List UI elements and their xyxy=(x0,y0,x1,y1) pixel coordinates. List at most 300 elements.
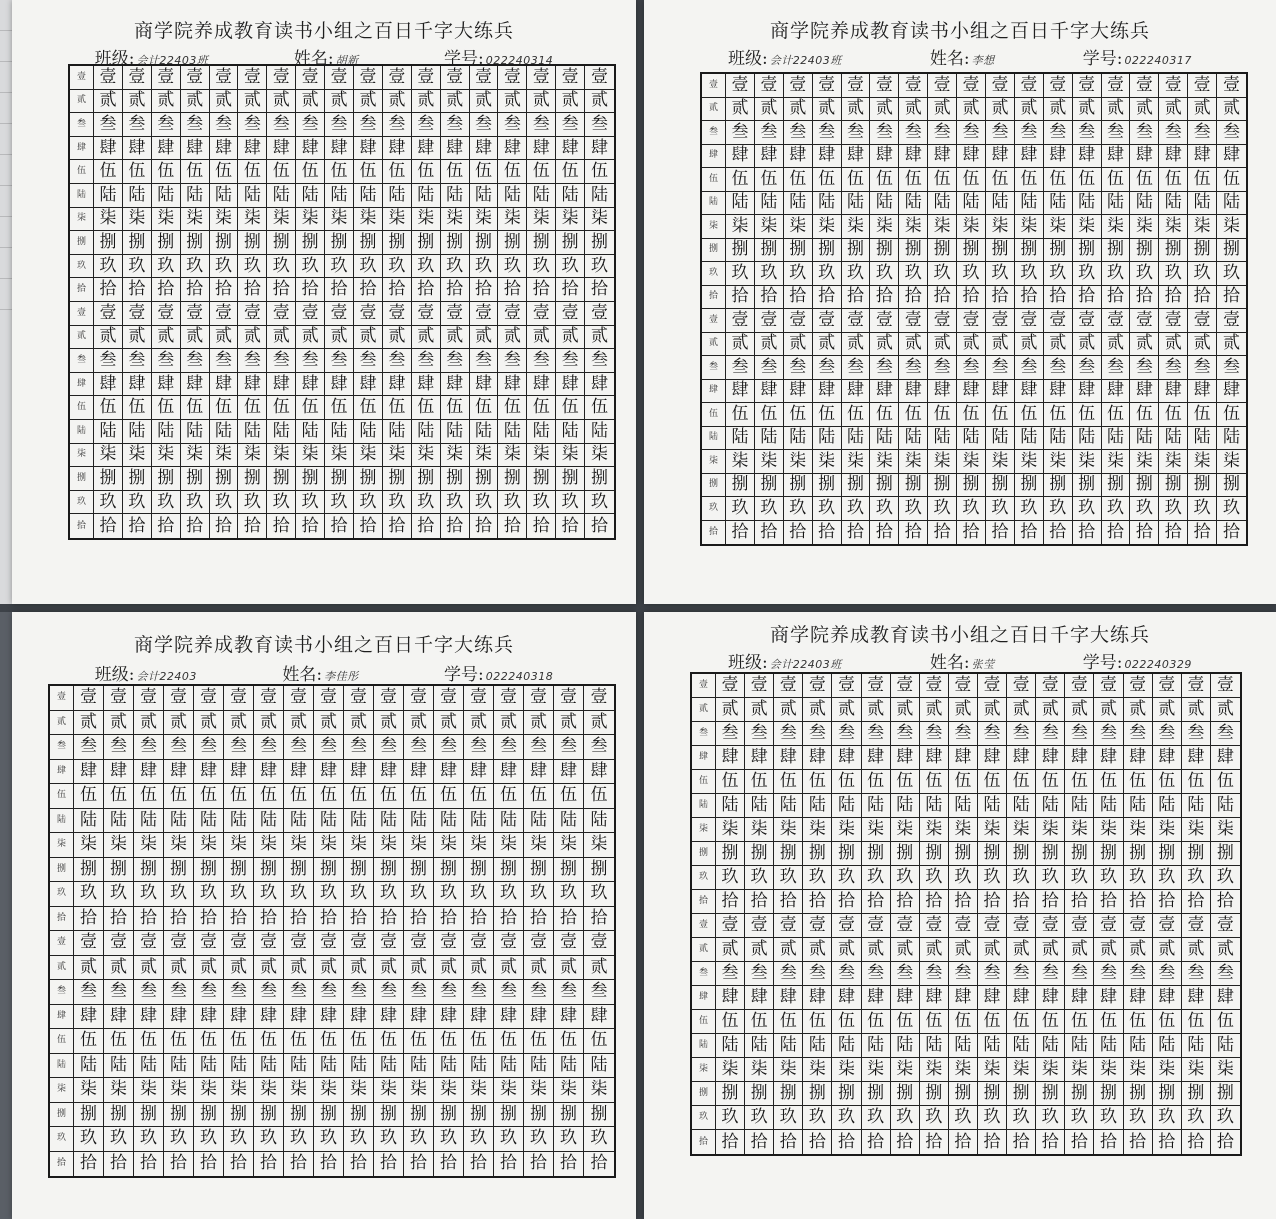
row-label: 玖 xyxy=(70,255,94,279)
practice-cell: 捌 xyxy=(813,474,842,498)
practice-cell: 拾 xyxy=(986,521,1015,545)
practice-cell: 陆 xyxy=(1124,794,1153,818)
practice-cell: 叁 xyxy=(314,735,344,760)
practice-cell: 肆 xyxy=(164,760,194,785)
practice-cell: 玖 xyxy=(1124,866,1153,890)
practice-cell: 玖 xyxy=(123,255,152,279)
practice-cell: 拾 xyxy=(554,1152,584,1177)
practice-cell: 陆 xyxy=(164,809,194,834)
practice-cell: 叁 xyxy=(524,735,554,760)
practice-cell: 捌 xyxy=(94,231,123,255)
practice-cell: 拾 xyxy=(374,1152,404,1177)
practice-cell: 柒 xyxy=(986,450,1015,474)
practice-cell: 肆 xyxy=(899,145,928,169)
practice-cell: 壹 xyxy=(210,66,239,90)
practice-cell: 玖 xyxy=(314,1127,344,1152)
practice-cell: 壹 xyxy=(434,686,464,711)
practice-cell: 捌 xyxy=(1182,1082,1211,1106)
practice-cell: 贰 xyxy=(774,938,803,962)
row-label: 壹 xyxy=(702,309,726,333)
practice-cell: 柒 xyxy=(383,208,412,232)
practice-cell: 拾 xyxy=(210,278,239,302)
practice-cell: 壹 xyxy=(238,66,267,90)
practice-cell: 玖 xyxy=(254,882,284,907)
practice-cell: 陆 xyxy=(978,1034,1007,1058)
practice-cell: 陆 xyxy=(1211,1034,1240,1058)
practice-cell: 叁 xyxy=(441,349,470,373)
practice-cell: 叁 xyxy=(464,980,494,1005)
practice-cell: 壹 xyxy=(1153,914,1182,938)
practice-cell: 伍 xyxy=(94,160,123,184)
practice-cell: 叁 xyxy=(978,962,1007,986)
practice-cell: 贰 xyxy=(164,956,194,981)
practice-cell: 陆 xyxy=(134,809,164,834)
practice-cell: 玖 xyxy=(1217,262,1246,286)
practice-cell: 肆 xyxy=(524,1005,554,1030)
practice-cell: 贰 xyxy=(986,98,1015,122)
practice-cell: 拾 xyxy=(494,1152,524,1177)
practice-cell: 玖 xyxy=(1036,866,1065,890)
practice-cell: 肆 xyxy=(181,373,210,397)
practice-cell: 壹 xyxy=(314,686,344,711)
practice-cell: 壹 xyxy=(1159,309,1188,333)
practice-cell: 陆 xyxy=(344,1054,374,1079)
practice-cell: 叁 xyxy=(1124,962,1153,986)
practice-cell: 陆 xyxy=(957,192,986,216)
practice-cell: 柒 xyxy=(1188,450,1217,474)
practice-cell: 玖 xyxy=(891,1106,920,1130)
practice-cell: 叁 xyxy=(296,349,325,373)
practice-cell: 玖 xyxy=(1153,866,1182,890)
practice-cell: 捌 xyxy=(134,1103,164,1128)
practice-cell: 拾 xyxy=(1124,890,1153,914)
practice-cell: 壹 xyxy=(434,931,464,956)
practice-cell: 壹 xyxy=(1102,309,1131,333)
practice-cell: 伍 xyxy=(928,403,957,427)
practice-cell: 柒 xyxy=(745,1058,774,1082)
row-label: 柒 xyxy=(692,1058,716,1082)
practice-cell: 叁 xyxy=(726,121,755,145)
practice-cell: 玖 xyxy=(1073,262,1102,286)
practice-cell: 拾 xyxy=(441,278,470,302)
practice-cell: 壹 xyxy=(464,686,494,711)
practice-cell: 贰 xyxy=(224,711,254,736)
practice-cell: 贰 xyxy=(434,711,464,736)
practice-cell: 柒 xyxy=(374,1078,404,1103)
practice-cell: 捌 xyxy=(784,474,813,498)
row-label: 贰 xyxy=(70,90,94,114)
practice-cell: 叁 xyxy=(585,113,614,137)
practice-cell: 陆 xyxy=(891,794,920,818)
practice-cell: 贰 xyxy=(527,90,556,114)
practice-cell: 伍 xyxy=(344,784,374,809)
practice-cell: 肆 xyxy=(527,373,556,397)
practice-cell: 柒 xyxy=(842,215,871,239)
practice-cell: 柒 xyxy=(584,1078,614,1103)
practice-cell: 贰 xyxy=(498,326,527,350)
practice-cell: 伍 xyxy=(284,784,314,809)
practice-cell: 叁 xyxy=(238,349,267,373)
practice-cell: 叁 xyxy=(524,980,554,1005)
practice-cell: 玖 xyxy=(1130,262,1159,286)
practice-cell: 捌 xyxy=(899,474,928,498)
practice-cell: 玖 xyxy=(862,866,891,890)
practice-cell: 贰 xyxy=(870,333,899,357)
practice-cell: 肆 xyxy=(920,746,949,770)
sheet-title: 商学院养成教育读书小组之百日千字大练兵 xyxy=(133,634,514,656)
practice-cell: 贰 xyxy=(104,956,134,981)
practice-cell: 贰 xyxy=(584,956,614,981)
practice-cell: 伍 xyxy=(181,396,210,420)
practice-cell: 叁 xyxy=(832,962,861,986)
practice-cell: 玖 xyxy=(152,255,181,279)
practice-cell: 伍 xyxy=(726,403,755,427)
practice-cell: 壹 xyxy=(104,686,134,711)
practice-cell: 柒 xyxy=(314,833,344,858)
practice-cell: 壹 xyxy=(899,309,928,333)
practice-cell: 贰 xyxy=(354,326,383,350)
practice-cell: 玖 xyxy=(1073,497,1102,521)
practice-cell: 贰 xyxy=(527,326,556,350)
id-value: 022240317 xyxy=(1124,54,1192,67)
practice-cell: 玖 xyxy=(554,882,584,907)
practice-cell: 肆 xyxy=(1036,986,1065,1010)
practice-cell: 柒 xyxy=(267,208,296,232)
practice-cell: 壹 xyxy=(1188,309,1217,333)
practice-cell: 肆 xyxy=(554,1005,584,1030)
practice-cell: 壹 xyxy=(134,931,164,956)
practice-cell: 玖 xyxy=(1188,262,1217,286)
practice-cell: 肆 xyxy=(1182,986,1211,1010)
practice-cell: 伍 xyxy=(862,770,891,794)
practice-cell: 肆 xyxy=(434,760,464,785)
sheet-title: 商学院养成教育读书小组之百日千字大练兵 xyxy=(133,20,514,42)
practice-cell: 拾 xyxy=(1007,1130,1036,1154)
practice-cell: 拾 xyxy=(1159,521,1188,545)
practice-cell: 叁 xyxy=(123,349,152,373)
practice-cell: 壹 xyxy=(584,931,614,956)
practice-cell: 叁 xyxy=(1130,121,1159,145)
practice-cell: 贰 xyxy=(1211,698,1240,722)
practice-cell: 叁 xyxy=(344,980,374,1005)
practice-cell: 壹 xyxy=(1094,674,1123,698)
practice-cell: 伍 xyxy=(210,160,239,184)
practice-cell: 陆 xyxy=(986,192,1015,216)
practice-cell: 肆 xyxy=(74,1005,104,1030)
practice-cell: 玖 xyxy=(556,491,585,515)
practice-cell: 壹 xyxy=(470,302,499,326)
practice-cell: 贰 xyxy=(957,333,986,357)
practice-cell: 贰 xyxy=(524,711,554,736)
practice-cell: 叁 xyxy=(344,735,374,760)
practice-cell: 壹 xyxy=(412,66,441,90)
practice-cell: 柒 xyxy=(1188,215,1217,239)
practice-cell: 捌 xyxy=(314,1103,344,1128)
practice-cell: 玖 xyxy=(986,497,1015,521)
practice-cell: 肆 xyxy=(870,380,899,404)
practice-cell: 壹 xyxy=(1036,674,1065,698)
practice-cell: 贰 xyxy=(1036,938,1065,962)
practice-cell: 壹 xyxy=(1044,309,1073,333)
practice-cell: 伍 xyxy=(784,168,813,192)
practice-cell: 陆 xyxy=(1217,192,1246,216)
practice-cell: 陆 xyxy=(745,794,774,818)
practice-cell: 玖 xyxy=(755,262,784,286)
practice-cell: 拾 xyxy=(1094,1130,1123,1154)
practice-cell: 陆 xyxy=(164,1054,194,1079)
practice-cell: 叁 xyxy=(1094,722,1123,746)
practice-cell: 贰 xyxy=(920,698,949,722)
practice-cell: 贰 xyxy=(464,956,494,981)
practice-cell: 玖 xyxy=(354,255,383,279)
practice-cell: 玖 xyxy=(210,255,239,279)
practice-cell: 拾 xyxy=(1073,521,1102,545)
practice-cell: 拾 xyxy=(238,278,267,302)
practice-cell: 肆 xyxy=(254,1005,284,1030)
practice-cell: 捌 xyxy=(210,467,239,491)
practice-cell: 柒 xyxy=(745,818,774,842)
practice-cell: 壹 xyxy=(803,674,832,698)
practice-cell: 肆 xyxy=(556,373,585,397)
practice-cell: 陆 xyxy=(1007,1034,1036,1058)
practice-cell: 贰 xyxy=(344,956,374,981)
practice-cell: 捌 xyxy=(1044,239,1073,263)
practice-cell: 玖 xyxy=(210,491,239,515)
practice-cell: 肆 xyxy=(986,380,1015,404)
id-field: 学号: 022240314 xyxy=(444,49,554,69)
practice-cell: 肆 xyxy=(404,760,434,785)
practice-cell: 壹 xyxy=(383,302,412,326)
practice-cell: 玖 xyxy=(1217,497,1246,521)
practice-cell: 叁 xyxy=(920,962,949,986)
practice-cell: 捌 xyxy=(726,239,755,263)
practice-cell: 拾 xyxy=(254,1152,284,1177)
practice-cell: 陆 xyxy=(527,184,556,208)
practice-cell: 肆 xyxy=(1094,986,1123,1010)
practice-cell: 玖 xyxy=(554,1127,584,1152)
practice-cell: 玖 xyxy=(978,1106,1007,1130)
practice-grid xyxy=(48,684,616,1178)
practice-cell: 玖 xyxy=(1102,497,1131,521)
practice-cell: 拾 xyxy=(498,278,527,302)
practice-cell: 肆 xyxy=(104,1005,134,1030)
practice-cell: 贰 xyxy=(949,938,978,962)
practice-cell: 玖 xyxy=(920,866,949,890)
practice-cell: 叁 xyxy=(832,722,861,746)
practice-cell: 叁 xyxy=(1036,962,1065,986)
practice-cell: 伍 xyxy=(224,1029,254,1054)
practice-cell: 柒 xyxy=(194,833,224,858)
practice-cell: 伍 xyxy=(267,160,296,184)
practice-cell: 贰 xyxy=(554,711,584,736)
practice-cell: 肆 xyxy=(494,760,524,785)
practice-cell: 柒 xyxy=(238,444,267,468)
practice-cell: 壹 xyxy=(441,302,470,326)
practice-cell: 陆 xyxy=(870,192,899,216)
practice-cell: 肆 xyxy=(978,986,1007,1010)
practice-cell: 玖 xyxy=(412,255,441,279)
practice-cell: 陆 xyxy=(556,184,585,208)
practice-cell: 陆 xyxy=(726,192,755,216)
practice-cell: 陆 xyxy=(194,1054,224,1079)
practice-cell: 柒 xyxy=(210,444,239,468)
practice-cell: 叁 xyxy=(470,349,499,373)
row-label: 壹 xyxy=(70,66,94,90)
practice-cell: 叁 xyxy=(238,113,267,137)
practice-cell: 伍 xyxy=(194,784,224,809)
practice-cell: 陆 xyxy=(123,184,152,208)
row-label: 伍 xyxy=(702,403,726,427)
practice-cell: 陆 xyxy=(224,809,254,834)
practice-cell: 伍 xyxy=(899,403,928,427)
practice-cell: 叁 xyxy=(383,113,412,137)
practice-cell: 贰 xyxy=(1065,938,1094,962)
practice-cell: 壹 xyxy=(1102,74,1131,98)
practice-cell: 拾 xyxy=(726,286,755,310)
practice-cell: 壹 xyxy=(1130,74,1159,98)
practice-cell: 拾 xyxy=(494,907,524,932)
practice-cell: 肆 xyxy=(412,373,441,397)
practice-cell: 柒 xyxy=(584,833,614,858)
practice-cell: 贰 xyxy=(726,98,755,122)
practice-cell: 贰 xyxy=(254,956,284,981)
practice-sheet-1 xyxy=(12,0,636,604)
row-label: 陆 xyxy=(70,420,94,444)
practice-cell: 壹 xyxy=(891,914,920,938)
practice-cell: 壹 xyxy=(870,309,899,333)
class-value: 会计22403 xyxy=(136,670,197,683)
practice-cell: 柒 xyxy=(494,833,524,858)
practice-cell: 叁 xyxy=(842,121,871,145)
practice-cell: 肆 xyxy=(755,145,784,169)
practice-cell: 捌 xyxy=(498,467,527,491)
practice-cell: 捌 xyxy=(949,842,978,866)
practice-cell: 玖 xyxy=(104,882,134,907)
practice-cell: 伍 xyxy=(383,396,412,420)
practice-cell: 柒 xyxy=(470,444,499,468)
practice-cell: 壹 xyxy=(296,302,325,326)
practice-cell: 伍 xyxy=(434,784,464,809)
practice-cell: 捌 xyxy=(434,858,464,883)
practice-cell: 伍 xyxy=(870,168,899,192)
practice-cell: 柒 xyxy=(434,833,464,858)
practice-cell: 壹 xyxy=(181,66,210,90)
row-label: 贰 xyxy=(692,938,716,962)
practice-cell: 贰 xyxy=(1130,98,1159,122)
practice-cell: 叁 xyxy=(1007,722,1036,746)
practice-cell: 拾 xyxy=(978,890,1007,914)
practice-cell: 拾 xyxy=(104,1152,134,1177)
practice-cell: 伍 xyxy=(899,168,928,192)
practice-cell: 叁 xyxy=(412,113,441,137)
practice-cell: 柒 xyxy=(325,208,354,232)
row-label: 捌 xyxy=(70,231,94,255)
practice-cell: 壹 xyxy=(584,686,614,711)
practice-cell: 陆 xyxy=(354,184,383,208)
practice-cell: 陆 xyxy=(584,809,614,834)
practice-cell: 拾 xyxy=(524,1152,554,1177)
practice-cell: 捌 xyxy=(412,231,441,255)
practice-cell: 陆 xyxy=(554,809,584,834)
practice-cell: 壹 xyxy=(404,686,434,711)
practice-cell: 拾 xyxy=(1036,890,1065,914)
practice-cell: 陆 xyxy=(957,427,986,451)
practice-cell: 贰 xyxy=(314,711,344,736)
practice-cell: 柒 xyxy=(920,818,949,842)
row-label: 伍 xyxy=(70,160,94,184)
practice-cell: 壹 xyxy=(524,931,554,956)
practice-cell: 壹 xyxy=(784,309,813,333)
practice-cell: 壹 xyxy=(755,309,784,333)
practice-cell: 陆 xyxy=(325,184,354,208)
practice-cell: 肆 xyxy=(325,373,354,397)
practice-cell: 拾 xyxy=(803,1130,832,1154)
practice-cell: 肆 xyxy=(254,760,284,785)
practice-cell: 贰 xyxy=(1211,938,1240,962)
practice-cell: 陆 xyxy=(314,1054,344,1079)
practice-cell: 捌 xyxy=(194,858,224,883)
practice-cell: 肆 xyxy=(238,137,267,161)
practice-cell: 柒 xyxy=(344,1078,374,1103)
practice-cell: 叁 xyxy=(774,722,803,746)
practice-cell: 肆 xyxy=(813,145,842,169)
practice-cell: 伍 xyxy=(554,784,584,809)
practice-cell: 伍 xyxy=(862,1010,891,1034)
practice-cell: 壹 xyxy=(254,686,284,711)
practice-cell: 伍 xyxy=(434,1029,464,1054)
practice-cell: 陆 xyxy=(325,420,354,444)
practice-cell: 玖 xyxy=(784,262,813,286)
practice-cell: 伍 xyxy=(813,168,842,192)
practice-cell: 拾 xyxy=(1130,286,1159,310)
practice-cell: 伍 xyxy=(494,784,524,809)
practice-cell: 肆 xyxy=(123,137,152,161)
practice-cell: 柒 xyxy=(832,1058,861,1082)
practice-cell: 拾 xyxy=(412,278,441,302)
practice-cell: 伍 xyxy=(498,160,527,184)
practice-cell: 玖 xyxy=(755,497,784,521)
practice-cell: 拾 xyxy=(224,1152,254,1177)
practice-cell: 拾 xyxy=(181,514,210,538)
practice-cell: 伍 xyxy=(354,396,383,420)
practice-cell: 陆 xyxy=(928,192,957,216)
name-field: 姓名: 张莹 xyxy=(929,653,995,673)
practice-cell: 拾 xyxy=(891,890,920,914)
practice-cell: 贰 xyxy=(238,90,267,114)
practice-cell: 贰 xyxy=(1007,698,1036,722)
practice-cell: 捌 xyxy=(325,231,354,255)
practice-cell: 拾 xyxy=(556,514,585,538)
practice-cell: 壹 xyxy=(441,66,470,90)
practice-cell: 玖 xyxy=(524,1127,554,1152)
row-label: 肆 xyxy=(70,137,94,161)
practice-cell: 玖 xyxy=(832,866,861,890)
practice-cell: 玖 xyxy=(957,497,986,521)
practice-cell: 玖 xyxy=(354,491,383,515)
practice-cell: 捌 xyxy=(986,474,1015,498)
practice-cell: 壹 xyxy=(325,66,354,90)
practice-cell: 肆 xyxy=(726,145,755,169)
practice-cell: 伍 xyxy=(470,396,499,420)
practice-cell: 陆 xyxy=(1044,192,1073,216)
practice-cell: 壹 xyxy=(832,674,861,698)
practice-cell: 拾 xyxy=(404,1152,434,1177)
practice-cell: 捌 xyxy=(152,467,181,491)
practice-grid xyxy=(68,64,616,540)
practice-cell: 玖 xyxy=(470,491,499,515)
practice-cell: 拾 xyxy=(755,286,784,310)
row-label: 陆 xyxy=(702,427,726,451)
